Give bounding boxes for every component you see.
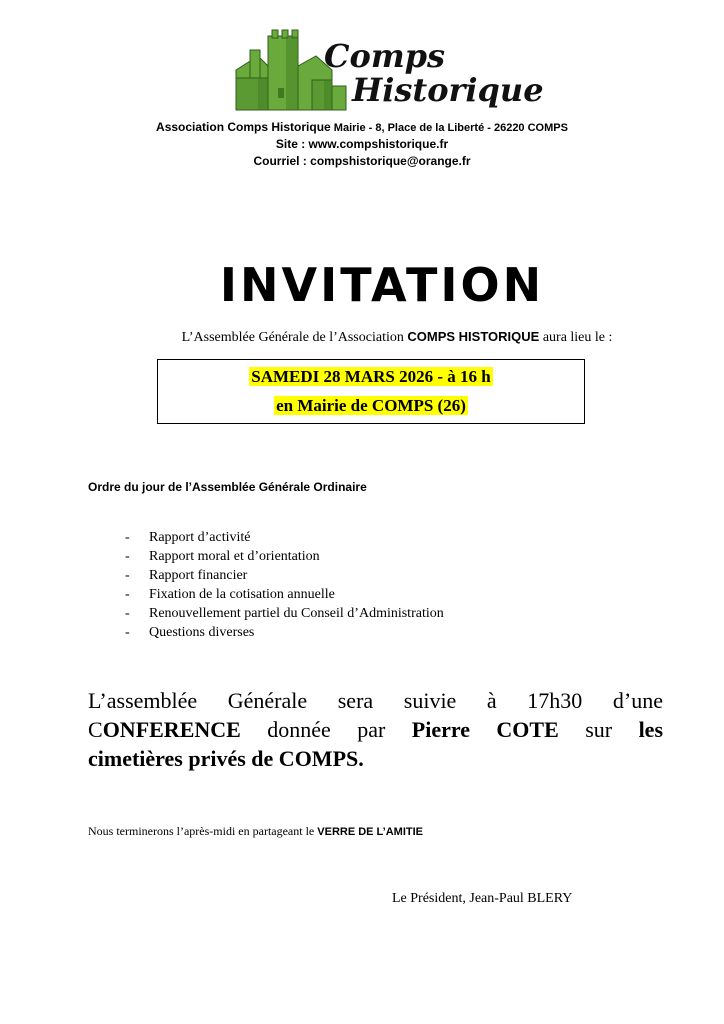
conference-word: ONFERENCE (102, 717, 241, 742)
conference-topic-end: cimetières privés de COMPS. (88, 746, 364, 771)
agenda-item-label: Rapport financier (149, 568, 248, 583)
conference-given-by: donnée par (240, 717, 412, 742)
agenda-bullet: - (125, 568, 130, 583)
closing-sentence (88, 824, 423, 839)
conference-c: C (88, 717, 103, 742)
agenda-item-label: Rapport d’activité (149, 530, 251, 545)
agenda-item-label: Questions diverses (149, 625, 255, 640)
event-date-line (158, 367, 584, 387)
page-title: INVITATION (219, 258, 545, 312)
conference-line-3 (88, 744, 663, 773)
header-site-line: Site : www.compshistorique.fr (275, 137, 449, 151)
event-place-line (158, 396, 584, 416)
agenda-bullet: - (125, 549, 130, 564)
closing-text: Nous terminerons l’après-midi en partageant le (88, 824, 318, 838)
signature: Le Président, Jean-Paul BLERY (392, 891, 573, 906)
agenda-item (125, 547, 444, 566)
intro-after: aura lieu le : (539, 330, 613, 345)
closing-bold: VERRE DE L’AMITIE (317, 826, 424, 838)
agenda-item (125, 604, 444, 623)
agenda-bullet: - (125, 606, 130, 621)
agenda-item (125, 528, 444, 547)
agenda-item (125, 585, 444, 604)
event-date: SAMEDI 28 MARS 2026 - à 16 h (251, 367, 491, 386)
logo (232, 26, 544, 116)
conference-paragraph (88, 686, 663, 773)
agenda-title: Ordre du jour de l’Assemblée Générale Ordinaire (88, 480, 367, 494)
agenda-item (125, 623, 444, 642)
header-email-line: Courriel : compshistorique@orange.fr (253, 154, 471, 168)
intro-sentence (0, 329, 724, 346)
conference-line-2 (88, 715, 663, 744)
conference-speaker: Pierre COTE (411, 717, 559, 742)
logo-text-comps: Comps (324, 37, 446, 75)
header-address-line (0, 119, 724, 136)
event-place: en Mairie de COMPS (26) (276, 396, 466, 415)
agenda-item-label: Fixation de la cotisation annuelle (149, 587, 335, 602)
agenda-item-label: Renouvellement partiel du Conseil d’Administration (149, 606, 444, 621)
event-box (157, 359, 585, 424)
agenda-bullet: - (125, 587, 130, 602)
agenda-bullet: - (125, 530, 130, 545)
conference-topic-start: les (638, 717, 664, 742)
conference-line-1: L’assemblée Générale sera suivie à 17h30 d’une (88, 688, 663, 713)
association-address: Mairie - 8, Place de la Liberté - 26220 COMPS (330, 122, 568, 134)
intro-association-name: COMPS HISTORIQUE (407, 329, 540, 344)
intro-before: L’Assemblée Générale de l’Association (181, 330, 408, 345)
agenda-item (125, 566, 444, 585)
logo-text-historique: Historique (352, 71, 544, 109)
agenda-item-label: Rapport moral et d’orientation (149, 549, 320, 564)
association-name: Association Comps Historique (156, 120, 331, 134)
agenda-list (125, 528, 444, 642)
conference-on: sur (558, 717, 639, 742)
agenda-bullet: - (125, 625, 130, 640)
